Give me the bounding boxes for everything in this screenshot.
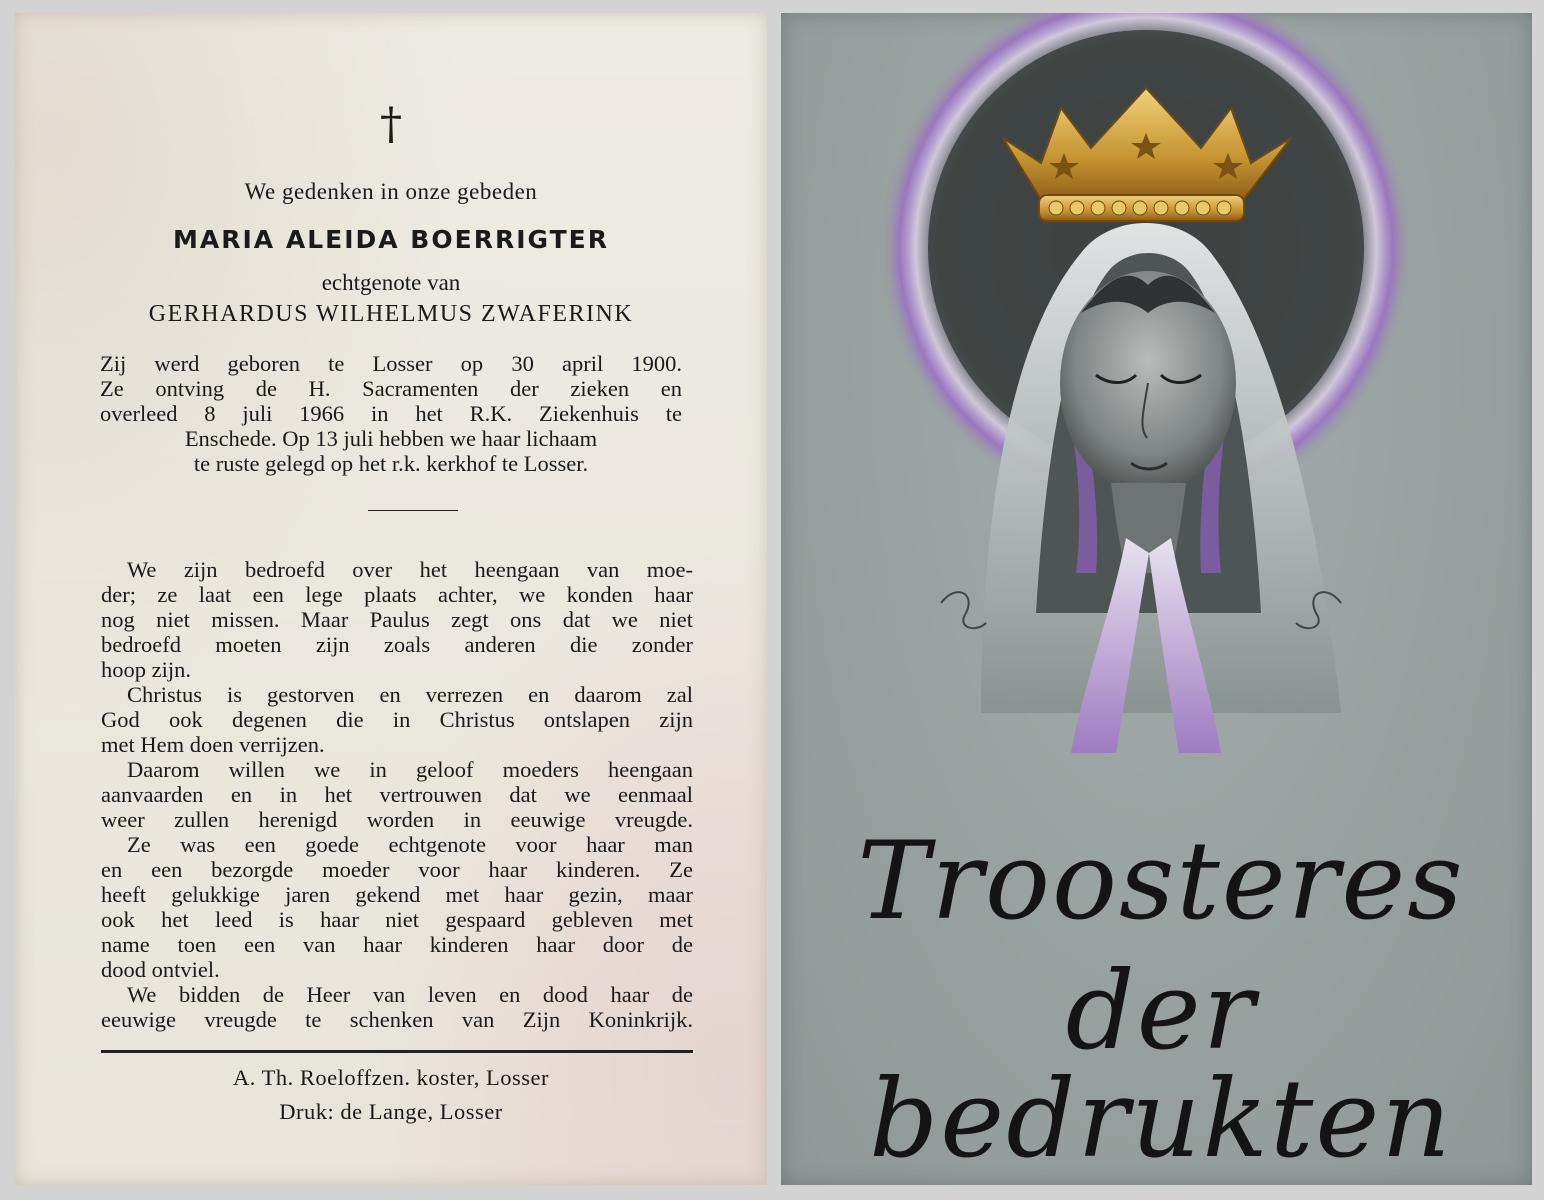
intro-line: We gedenken in onze gebeden	[244, 179, 538, 204]
memorial-card-text-side	[15, 13, 767, 1185]
memorial-line: ook het leed is haar niet gespaard gebleven met	[101, 907, 693, 932]
memorial-line: der; ze laat een lege plaats achter, we konden haar	[101, 582, 693, 607]
memorial-line: Ze was een goede echtgenote voor haar man	[127, 832, 693, 857]
memorial-line: bedroefd moeten zijn zoals anderen die zonder	[101, 632, 693, 657]
memorial-line: nog niet missen. Maar Paulus zegt ons dat we niet	[101, 607, 693, 632]
memorial-line: name toen een van haar kinderen haar door de	[101, 932, 693, 957]
bio-line: Enschede. Op 13 juli hebben we haar lichaam	[184, 426, 598, 451]
memorial-line: We bidden de Heer van leven en dood haar de	[127, 982, 693, 1007]
memorial-text	[101, 557, 693, 1032]
cross-icon: †	[380, 99, 402, 150]
memorial-line: weer zullen herenigd worden in eeuwige vreugde.	[101, 807, 693, 832]
card-title-line-2: der bedrukten	[869, 949, 1453, 1182]
bio-line: te ruste gelegd op het r.k. kerkhof te Losser.	[193, 451, 589, 476]
memorial-line: God ook degenen die in Christus ontslapen zijn	[101, 707, 693, 732]
memorial-line: dood ontviel.	[101, 957, 220, 982]
memorial-line: heeft gelukkige jaren gekend met haar gezin, maar	[101, 882, 693, 907]
biography-paragraph	[100, 351, 682, 476]
card-title-line-1: Troosteres	[857, 819, 1465, 944]
printer-credit: Druk: de Lange, Losser	[279, 1099, 503, 1124]
bio-line: Zij werd geboren te Losser op 30 april 1900.	[100, 351, 682, 376]
memorial-line: en een bezorgde moeder voor haar kinderen. Ze	[101, 857, 693, 882]
memorial-line: aanvaarden en in het vertrouwen dat we eenmaal	[101, 782, 693, 807]
crowned-madonna-praying-icon	[781, 13, 1532, 813]
short-divider	[368, 510, 458, 511]
spouse-label: echtgenote van	[321, 270, 461, 295]
memorial-line: eeuwige vreugde te schenken van Zijn Koninkrijk.	[101, 1007, 693, 1032]
memorial-line: Christus is gestorven en verrezen en daarom zal	[127, 682, 693, 707]
memorial-line: met Hem doen verrijzen.	[101, 732, 325, 757]
bio-line: Ze ontving de H. Sacramenten der zieken en	[100, 376, 682, 401]
deceased-name: MARIA ALEIDA BOERRIGTER	[173, 225, 609, 254]
memorial-card-image-side	[781, 13, 1532, 1185]
memorial-line: We zijn bedroefd over het heengaan van moe-	[127, 557, 693, 582]
memorial-line: Daarom willen we in geloof moeders heengaan	[127, 757, 693, 782]
memorial-line: hoop zijn.	[101, 657, 191, 682]
spouse-name: GERHARDUS WILHELMUS ZWAFERINK	[148, 301, 634, 327]
long-divider	[101, 1050, 693, 1053]
bio-line: overleed 8 juli 1966 in het R.K. Ziekenhuis te	[100, 401, 682, 426]
sexton-credit: A. Th. Roeloffzen. koster, Losser	[233, 1065, 549, 1090]
